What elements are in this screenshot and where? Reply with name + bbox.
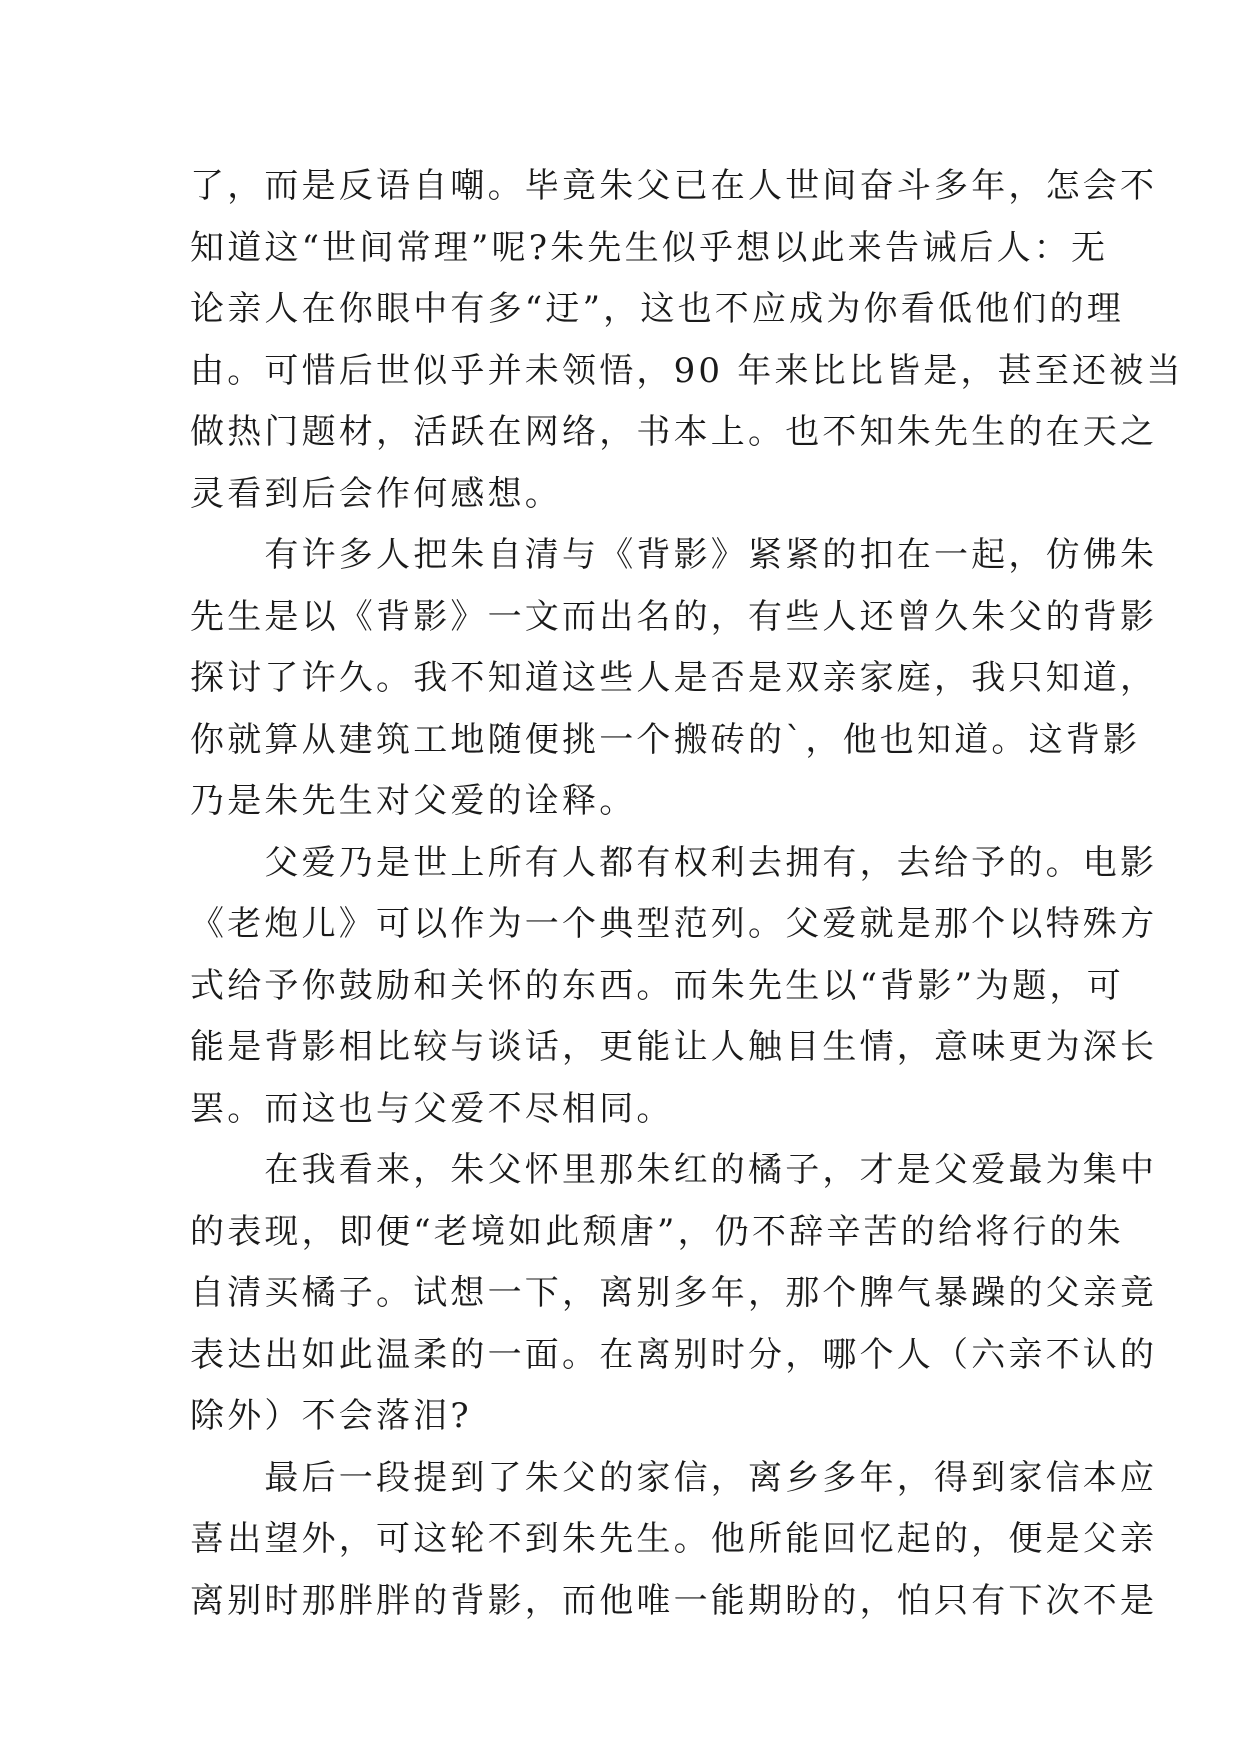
- text-line: 做热门题材，活跃在网络，书本上。也不知朱先生的在天之: [190, 412, 1158, 452]
- text-line: 离别时那胖胖的背影，而他唯一能期盼的，怕只有下次不是: [190, 1580, 1158, 1621]
- text-line: 喜出望外，可这轮不到朱先生。他所能回忆起的，便是父亲: [190, 1519, 1158, 1559]
- text-line: 的表现，即便“老境如此颓唐”，仍不辞辛苦的给将行的朱: [190, 1211, 1124, 1252]
- text-line: 乃是朱先生对父爱的诠释。: [190, 781, 637, 821]
- text-line: 你就算从建筑工地随便挑一个搬砖的`，他也知道。这背影: [190, 719, 1141, 760]
- text-line: 论亲人在你眼中有多“迂”，这也不应成为你看低他们的理: [190, 289, 1124, 329]
- text-line: 灵看到后会作何感想。: [190, 473, 562, 514]
- text-line: 能是背影相比较与谈话，更能让人触目生情，意味更为深长: [190, 1027, 1158, 1067]
- text-line: 了，而是反语自嘲。毕竟朱父已在人世间奋斗多年，怎会不: [190, 166, 1158, 206]
- text-line: 除外）不会落泪?: [190, 1396, 472, 1436]
- paragraph-first-line: 在我看来，朱父怀里那朱红的橘子，才是父爱最为集中: [190, 1150, 1158, 1190]
- text-line: 式给予你鼓励和关怀的东西。而朱先生以“背影”为题，可: [190, 965, 1124, 1006]
- text-line: 自清买橘子。试想一下，离别多年，那个脾气暴躁的父亲竟: [190, 1273, 1158, 1313]
- text-line: 由。可惜后世似乎并未领悟，90 年来比比皆是，甚至还被当: [190, 350, 1184, 391]
- paragraph-first-line: 最后一段提到了朱父的家信，离乡多年，得到家信本应: [190, 1457, 1158, 1498]
- text-line: 探讨了许久。我不知道这些人是否是双亲家庭，我只知道，: [190, 658, 1158, 698]
- paragraph-first-line: 有许多人把朱自清与《背影》紧紧的扣在一起，仿佛朱: [190, 535, 1158, 575]
- text-line: 表达出如此温柔的一面。在离别时分，哪个人（六亲不认的: [190, 1334, 1158, 1375]
- text-line: 知道这“世间常理”呢?朱先生似乎想以此来告诫后人：无: [190, 227, 1109, 268]
- text-line: 《老炮儿》可以作为一个典型范列。父爱就是那个以特殊方: [190, 904, 1158, 944]
- text-line: 罢。而这也与父爱不尽相同。: [190, 1088, 674, 1129]
- essay-body: [190, 156, 1184, 1632]
- text-line: 先生是以《背影》一文而出名的，有些人还曾久朱父的背影: [190, 596, 1158, 637]
- paragraph-first-line: 父爱乃是世上所有人都有权利去拥有，去给予的。电影: [190, 842, 1158, 883]
